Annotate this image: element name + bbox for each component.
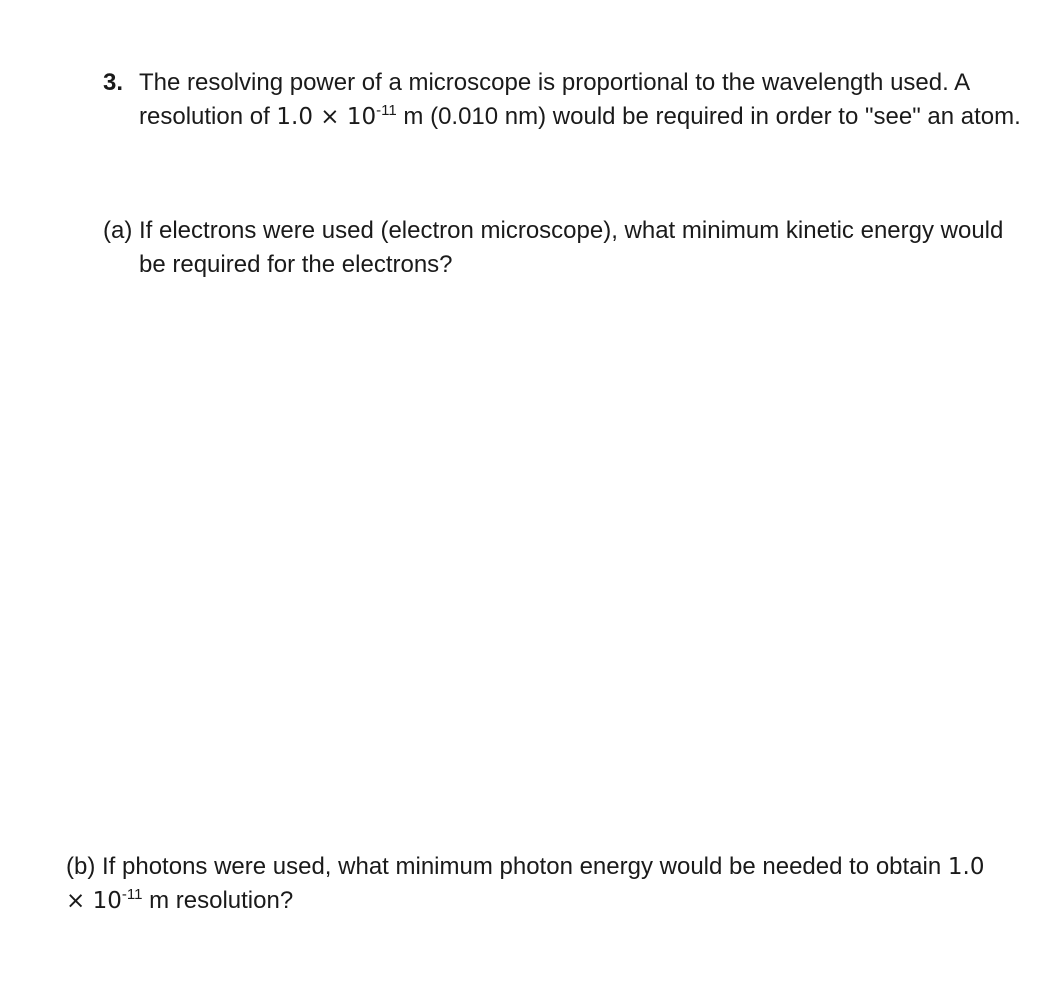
question-number: 3.	[103, 69, 124, 96]
question-part-b	[66, 850, 986, 918]
resolution-value-b: 1.0 × 10	[66, 854, 985, 914]
part-b-text-start: (b) If photons were used, what minimum photon energy would be needed to obtain	[66, 853, 948, 880]
question-3-text-start: The resolving power of a microscope is proportional to the wavelength used. A resolution of	[139, 69, 969, 130]
question-3	[103, 66, 1023, 134]
resolution-exponent-b: -11	[121, 886, 143, 903]
question-3-text	[139, 66, 1023, 134]
part-b-text-end: m resolution?	[142, 887, 294, 914]
part-b-text	[66, 850, 986, 918]
question-part-a	[103, 214, 1023, 282]
question-3-text-end: m (0.010 nm) would be required in order to "see" an atom.	[396, 103, 1021, 130]
part-a-text: (a) If electrons were used (electron microscope), what minimum kinetic energy would be required for the electrons?	[103, 217, 1004, 278]
resolution-exponent: -11	[376, 102, 397, 119]
resolution-value: 1.0 × 10	[276, 104, 377, 130]
